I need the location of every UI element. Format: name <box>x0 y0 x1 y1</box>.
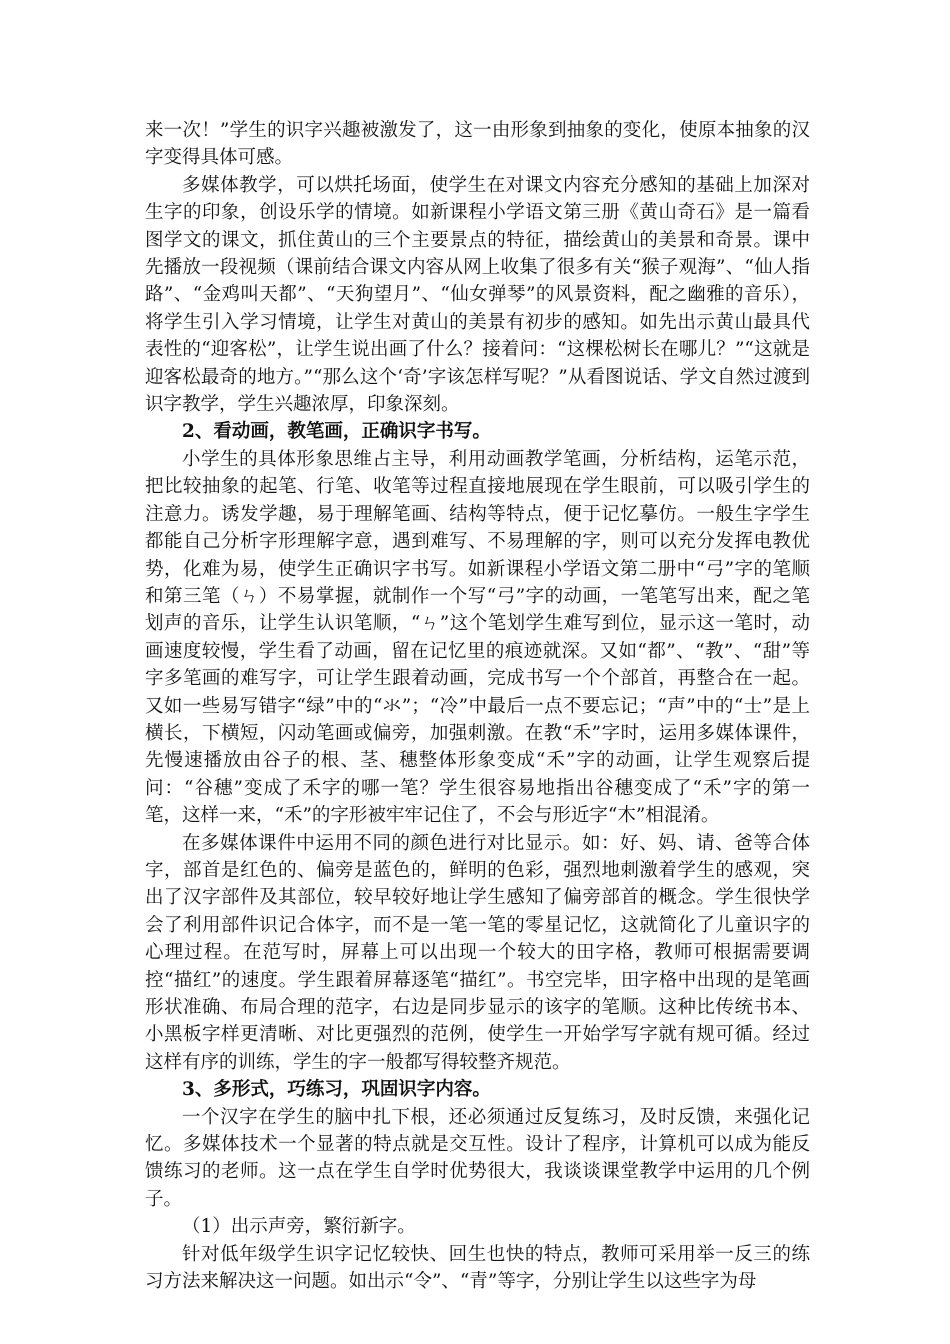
paragraph-color-contrast: 在多媒体课件中运用不同的颜色进行对比显示。如：好、妈、请、爸等合体字，部首是红色的、偏旁是蓝色的，鲜明的色彩，强烈地刺激着学生的感观，突出了汉字部件及其部位，较早较好地让学生感知了偏旁部首的概念。学生很快学会了利用部件识记合体字，而不是一笔一笔的零星记忆，这就简化了儿童识字的心理过程。在范写时，屏幕上可以出现一个较大的田字格，教师可根据需要调控“描红”的速度。学生跟着屏幕逐笔“描红”。书空完毕，田字格中出现的是笔画形状准确、布局合理的范字，右边是同步显示的该字的笔顺。这种比传统书本、小黑板字样更清晰、对比更强烈的范例，使学生一开始学写字就有规可循。经过这样有序的训练，学生的字一般都写得较整齐规范。 <box>145 832 810 1073</box>
section-heading-2: 2、看动画，教笔画，正确识字书写。 <box>182 421 491 443</box>
paragraph-continuation: 来一次！”学生的识字兴趣被激发了，这一由形象到抽象的变化，使原本抽象的汉字变得具体可感。 <box>145 120 810 169</box>
paragraph-new-characters: 针对低年级学生识字记忆较快、回生也快的特点，教师可采用举一反三的练习方法来解决这一问题。如出示“令”、“青”等字，分别让学生以这些字为母 <box>145 1243 810 1293</box>
document-page <box>145 117 810 1295</box>
paragraph-animation-strokes: 小学生的具体形象思维占主导，利用动画教学笔画，分析结构，运笔示范，把比较抽象的起笔、行笔、收笔等过程直接地展现在学生眼前，可以吸引学生的注意力。诱发学趣，易于理解笔画、结构等特点，便于记忆摹仿。一般生字学生都能自己分析字形理解字意，遇到难写、不易理解的字，则可以充分发挥电教优势，化难为易，使学生正确识字书写。如新课程小学语文第二册中“弓”字的笔顺和第三笔（ㄣ）不易掌握，就制作一个写“弓”字的动画，一笔笔写出来，配之笔划声的音乐，让学生认识笔顺，“ㄣ”这个笔划学生难写到位，显示这一笔时，动画速度较慢，学生看了动画，留在记忆里的痕迹就深。又如“都”、“教”、“甜”等字多笔画的难写字，可让学生跟着动画，完成书写一个个部首，再整合在一起。又如一些易写错字“绿”中的“氺”；“冷”中最后一点不要忘记；“声”中的“士”是上横长，下横短，闪动笔画或偏旁，加强刺激。在教“禾”字时，运用多媒体课件，先慢速播放由谷子的根、茎、穗整体形象变成“禾”字的动画，让学生观察后提问：“谷穗”变成了禾字的哪一笔？学生很容易地指出谷穗变成了“禾”字的第一笔，这样一来，“禾”的字形被牢牢记住了，不会与形近字“木”相混淆。 <box>145 448 810 827</box>
paragraph-subheading-1: （1）出示声旁，繁衍新字。 <box>182 1216 416 1238</box>
section-heading-3: 3、多形式，巧练习，巩固识字内容。 <box>182 1079 491 1101</box>
paragraph-multimedia-scene: 多媒体教学，可以烘托场面，使学生在对课文内容充分感知的基础上加深对生字的印象，创设乐学的情境。如新课程小学语文第三册《黄山奇石》是一篇看图学文的课文，抓住黄山的三个主要景点的特征，描绘黄山的美景和奇景。课中先播放一段视频（课前结合课文内容从网上收集了很多有关“猴子观海”、“仙人指路”、“金鸡叫天都”、“天狗望月”、“仙女弹琴”的风景资料，配之幽雅的音乐），将学生引入学习情境，让学生对黄山的美景有初步的感知。如先出示黄山最具代表性的“迎客松”，让学生说出画了什么？接着问：“这棵松树长在哪儿？”“这就是迎客松最奇的地方。”“那么这个‘奇’字该怎样写呢？”从看图说话、学文自然过渡到识字教学，学生兴趣浓厚，印象深刻。 <box>145 174 810 416</box>
paragraph-practice: 一个汉字在学生的脑中扎下根，还必须通过反复练习，及时反馈，来强化记忆。多媒体技术一个显著的特点就是交互性。设计了程序，计算机可以成为能反馈练习的老师。这一点在学生自学时优势很大，我谈谈课堂教学中运用的几个例子。 <box>145 1106 810 1210</box>
